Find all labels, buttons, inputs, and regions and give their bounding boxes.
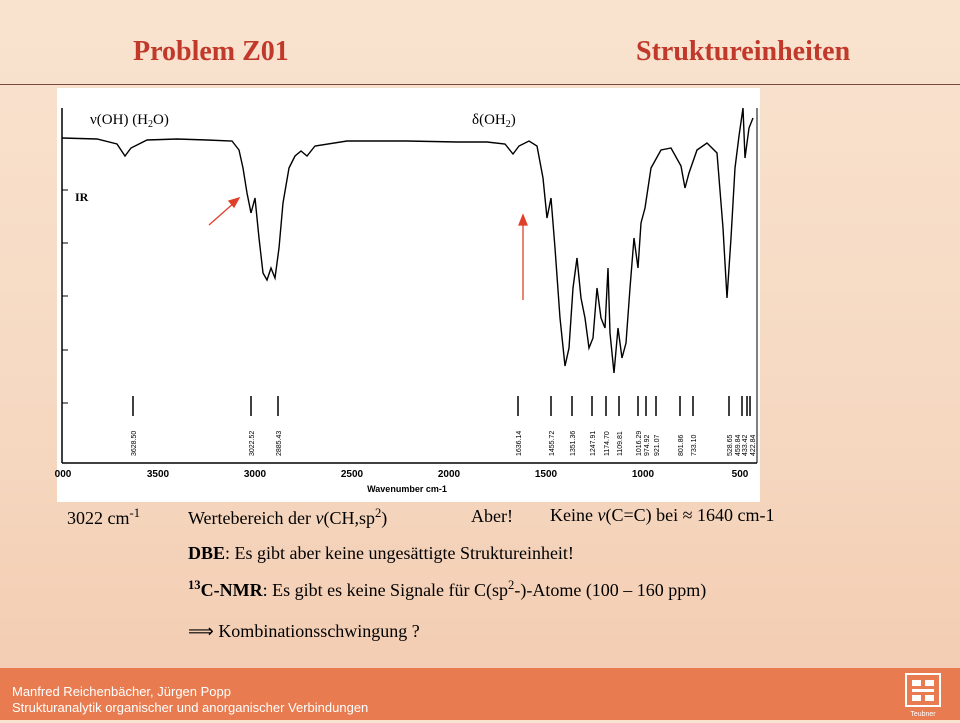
x-tick-label: 3500: [146, 469, 170, 480]
ir-label: IR: [75, 190, 89, 204]
peak-label: 1109.81: [617, 431, 624, 456]
peak-label: 921.07: [654, 434, 661, 456]
page-title: Problem Z01: [133, 36, 289, 67]
arrow-head-oh-bend: [519, 215, 527, 225]
nmr-statement: $^{13}$C-NMR: Es gibt es keine Signale für $C(sp^2-)$-Atome (100 – 160 ppm): [188, 578, 707, 600]
peak-label: 1174.70: [604, 431, 611, 456]
range-statement: Wertebereich der $\nu(CH,sp^2)$: [188, 506, 388, 528]
x-tick-label: 3000: [243, 469, 267, 480]
aber-label: Aber!: [471, 506, 513, 526]
peak-label: 1016.29: [636, 430, 643, 456]
peak-label: 974.92: [644, 434, 651, 456]
footer-book-title: Strukturanalytik organischer und anorganischer Verbindungen: [12, 700, 369, 715]
band-label-oh-stretch: ν(OH) $(H_2O)$: [90, 112, 169, 130]
peak-markers: [133, 396, 750, 416]
peak-label: 801.86: [678, 434, 685, 456]
band-label-oh-bend: $\delta(OH_2)$: [472, 112, 516, 130]
x-tick-label: 500: [731, 469, 749, 480]
peak-label: 1455.72: [549, 430, 556, 456]
peak-label: 733.10: [691, 434, 698, 456]
arrow-oh-stretch: [209, 202, 235, 225]
title-divider: [0, 84, 960, 85]
x-tick-label: 2000: [437, 469, 461, 480]
keine-statement: Keine ν(C=C) bei ≈ 1640 cm-1: [550, 505, 775, 525]
x-axis-title: Wavenumber cm-1: [367, 484, 447, 494]
x-tick-label: 000: [54, 469, 72, 480]
peak-label: 3628.50: [131, 430, 138, 456]
implies-icon: ⟹: [188, 621, 214, 641]
peak-label: 433.42: [742, 434, 749, 456]
peak-label: 1351.36: [570, 430, 577, 456]
dbe-statement: DBE: Es gibt aber keine ungesättigte Struktureinheit!: [188, 543, 574, 563]
wavenumber-value: 3022 $cm^{-1}$: [67, 506, 140, 528]
spectrum-curve: [62, 108, 753, 373]
peak-label: 1636.14: [516, 430, 523, 456]
peak-label: 2885.43: [276, 430, 283, 456]
ir-spectrum: [54, 88, 760, 502]
peak-label: 1247.91: [590, 430, 597, 456]
peak-label: 422.84: [750, 434, 757, 456]
peak-label: 3022.52: [249, 430, 256, 456]
teubner-logo: [902, 672, 944, 718]
footer-authors: Manfred Reichenbächer, Jürgen Popp: [12, 684, 231, 699]
conclusion: ⟹ Kombinationsschwingung ?: [188, 621, 420, 641]
x-tick-label: 1000: [631, 469, 655, 480]
y-ticks: [62, 138, 68, 403]
x-tick-label: 1500: [534, 469, 558, 480]
page-subtitle: Struktureinheiten: [636, 36, 851, 67]
peak-label: 528.65: [727, 434, 734, 456]
x-tick-label: 2500: [340, 469, 364, 480]
peak-label: 459.84: [735, 434, 742, 456]
logo-text: Teubner: [910, 711, 936, 718]
